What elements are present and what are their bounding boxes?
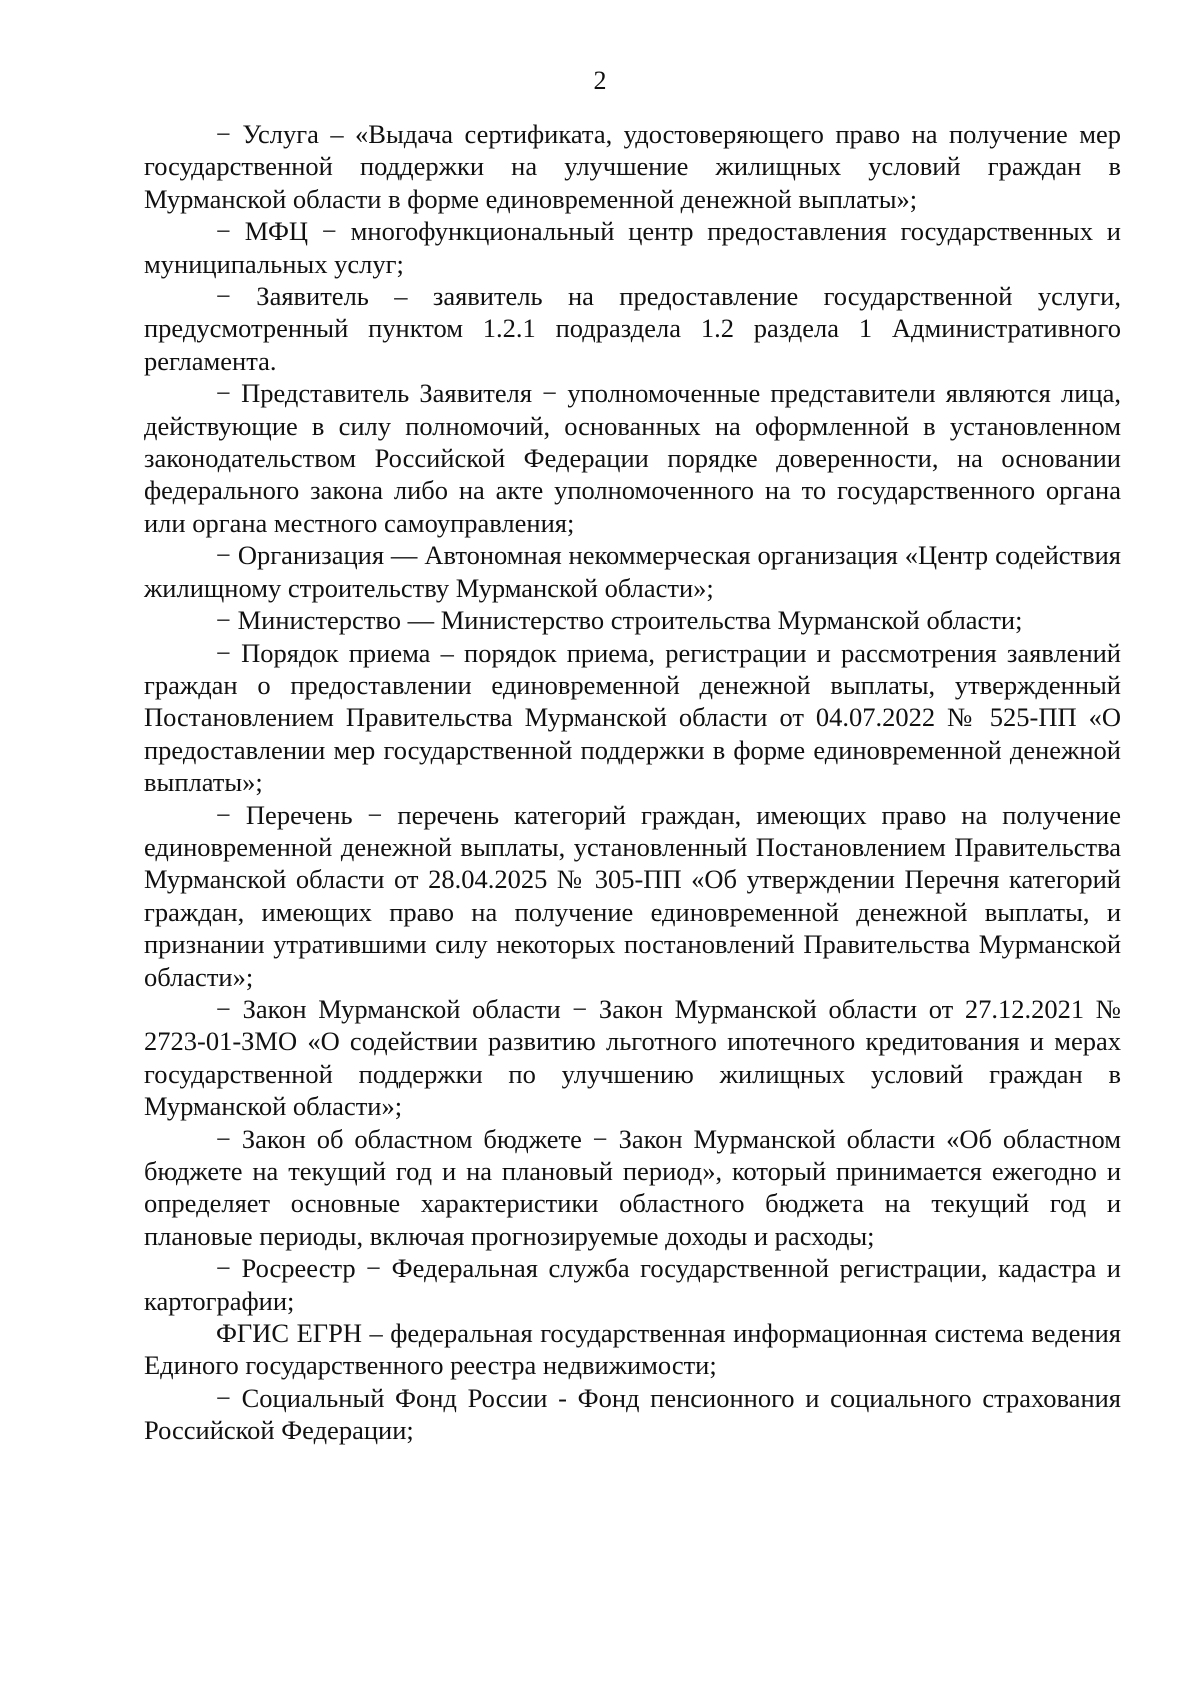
definition-fgis-egrn: ФГИС ЕГРН – федеральная государственная информационная система ведения Единого государственного реестра недвижимости; [144,1318,1121,1381]
definition-organizaciya: − Организация — Автономная некоммерческая организация «Центр содействия жилищному строительству Мурманской области»; [144,540,1121,603]
document-body [144,118,1121,1447]
definition-zayavitel: − Заявитель – заявитель на предоставление государственной услуги, предусмотренный пунктом 1.2.1 подраздела 1.2 раздела 1 Административного регламента. [144,281,1121,376]
definition-zakon-ob-oblastnom-byudzhete: − Закон об областном бюджете − Закон Мурманской области «Об областном бюджете на текущий год и на плановый период», который принимается ежегодно и определяет основные характеристики областного бюджета на текущий год и плановые периоды, включая прогнозируемые доходы и расходы; [144,1123,1121,1251]
definition-rosreestr: − Росреестр − Федеральная служба государственной регистрации, кадастра и картографии; [144,1253,1121,1316]
definition-zakon-murmanskoy-oblasti: − Закон Мурманской области − Закон Мурманской области от 27.12.2021 № 2723-01-ЗМО «О содействии развитию льготного ипотечного кредитования и мерах государственной поддержки по улучшению жилищных условий граждан в Мурманской области»; [144,993,1121,1122]
page-number: 2 [593,66,607,95]
definition-socialnyy-fond: − Социальный Фонд России - Фонд пенсионного и социального страхования Российской Федерации; [144,1382,1121,1446]
definition-perechen: − Перечень − перечень категорий граждан, имеющих право на получение единовременной денежной выплаты, установленный Постановлением Правительства Мурманской области от 28.04.2025 № 305-ПП «Об утверждении Перечня категорий граждан, имеющих право на получение единовременной денежной выплаты, и признании утратившими силу некоторых постановлений Правительства Мурманской области»; [144,799,1121,992]
definition-poryadok-priema: − Порядок приема – порядок приема, регистрации и рассмотрения заявлений граждан о предоставлении единовременной денежной выплаты, утвержденный Постановлением Правительства Мурманской области от 04.07.2022 № 525-ПП «О предоставлении мер государственной поддержки в форме единовременной денежной выплаты»; [144,637,1121,798]
definition-mfc: − МФЦ − многофункциональный центр предоставления государственных и муниципальных услуг; [144,216,1121,279]
definition-predstavitel: − Представитель Заявителя − уполномоченные представители являются лица, действующие в силу полномочий, основанных на оформленной в установленном законодательством Российской Федерации порядке доверенности, на основании федерального закона либо на акте уполномоченного на то государственного органа или органа местного самоуправления; [144,378,1121,538]
definition-ministerstvo: − Министерство — Министерство строительства Мурманской области; [216,605,1023,636]
definition-usluga: − Услуга – «Выдача сертификата, удостоверяющего право на получение мер государственной поддержки на улучшение жилищных условий граждан в Мурманской области в форме единовременной денежной выплаты»; [144,119,1121,214]
